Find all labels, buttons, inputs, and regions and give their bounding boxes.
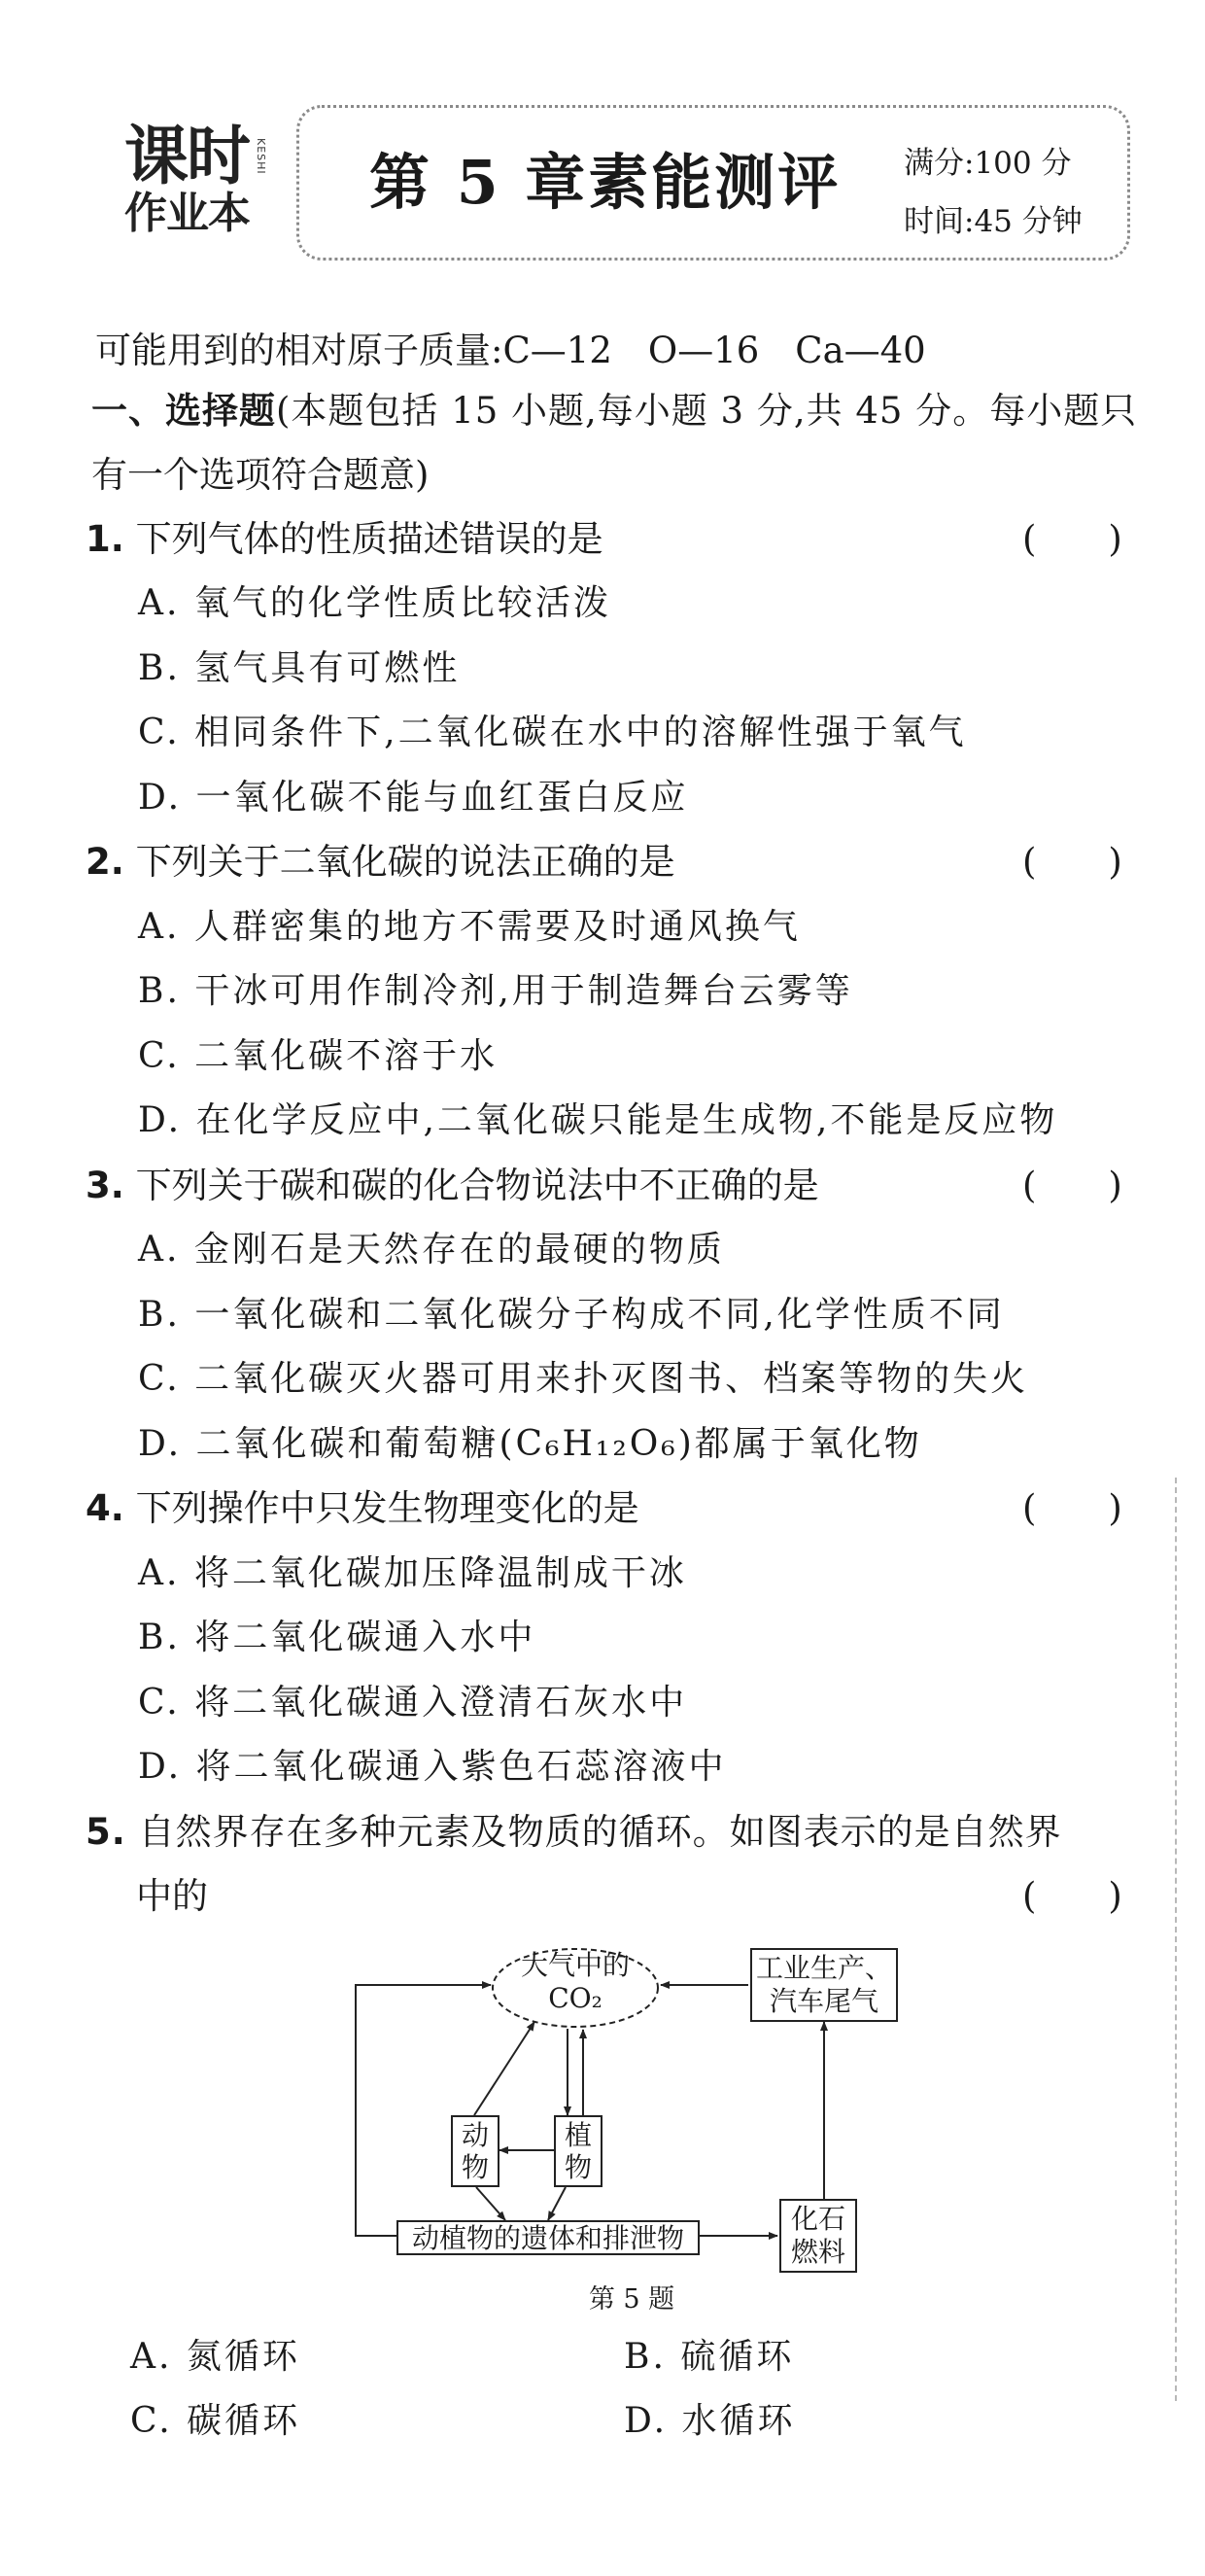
question-number: 1. (86, 518, 124, 560)
answer-bracket-2: ( ) (1022, 841, 1122, 883)
score-time-panel (904, 134, 1083, 251)
q5-option-d: D. 水循环 (624, 2401, 796, 2441)
q3-option-b: B. 一氧化碳和二氧化碳分子构成不同,化学性质不同 (138, 1295, 1005, 1335)
question-text: 下列关于碳和碳的化合物说法中不正确的是 (135, 1165, 819, 1206)
q1-option-d: D. 一氧化碳不能与血红蛋白反应 (138, 778, 689, 818)
plant-label-1: 植 (564, 2119, 592, 2151)
q5-option-b: B. 硫循环 (624, 2337, 795, 2377)
answer-bracket-5: ( ) (1022, 1875, 1122, 1917)
q4-option-a: A. 将二氧化碳加压降温制成干冰 (138, 1553, 687, 1593)
industry-box (750, 1948, 898, 2022)
q1-option-c: C. 相同条件下,二氧化碳在水中的溶解性强于氧气 (138, 713, 967, 752)
arrow-animal-to-atmosphere (474, 2022, 534, 2115)
industry-label-2: 汽车尾气 (769, 1985, 878, 2017)
time-limit: 时间:45 分钟 (904, 204, 1083, 239)
question-number: 2. (86, 841, 124, 883)
fossil-label-2: 燃料 (790, 2236, 845, 2268)
question-5-stem-cont: 中的 (136, 1875, 208, 1917)
q5-option-c: C. 碳循环 (130, 2401, 301, 2441)
industry-label-1: 工业生产、 (755, 1952, 892, 1984)
q2-option-b: B. 干冰可用作制冷剂,用于制造舞台云雾等 (138, 971, 853, 1011)
q4-option-b: B. 将二氧化碳通入水中 (138, 1618, 536, 1657)
carbon-cycle-diagram (350, 1944, 913, 2275)
answer-bracket-1: ( ) (1022, 518, 1122, 560)
answer-bracket-4: ( ) (1022, 1487, 1122, 1529)
page-edge-divider (1175, 1478, 1179, 2401)
fossil-label-1: 化石 (790, 2203, 845, 2235)
question-number: 3. (86, 1165, 124, 1206)
section-desc-2: 有一个选项符合题意) (91, 454, 430, 496)
q4-option-d: D. 将二氧化碳通入紫色石蕊溶液中 (138, 1747, 727, 1787)
q2-option-a: A. 人群密集的地方不需要及时通风换气 (138, 907, 801, 947)
atmosphere-label-2: CO₂ (548, 1982, 602, 2014)
q3-option-d: D. 二氧化碳和葡萄糖(C₆H₁₂O₆)都属于氧化物 (138, 1424, 922, 1464)
q5-option-a: A. 氮循环 (130, 2337, 300, 2377)
brand-logo (124, 119, 270, 251)
arrow-remains-to-atmosphere (356, 1985, 491, 2236)
page-title: 第 5 章素能测评 (369, 147, 842, 218)
logo-pinyin: KESHI (255, 138, 267, 175)
figure-caption: 第 5 题 (588, 2284, 675, 2315)
question-1-stem (86, 515, 603, 564)
atomic-mass-note: 可能用到的相对原子质量:C—12 O—16 Ca—40 (95, 330, 926, 371)
q3-option-c: C. 二氧化碳灭火器可用来扑灭图书、档案等物的失火 (138, 1359, 1029, 1399)
section-heading: 一、选择题 (91, 390, 276, 432)
question-3-stem (86, 1162, 819, 1210)
fossil-fuel-box (779, 2199, 857, 2273)
plant-box (554, 2115, 602, 2187)
q4-option-c: C. 将二氧化碳通入澄清石灰水中 (138, 1683, 688, 1723)
animal-label-1: 动 (461, 2119, 489, 2151)
arrow-animal-to-remains (476, 2187, 505, 2220)
animal-label-2: 物 (461, 2151, 489, 2183)
arrow-plant-to-remains (548, 2187, 566, 2220)
q3-option-a: A. 金刚石是天然存在的最硬的物质 (138, 1230, 725, 1270)
question-5-stem (86, 1808, 1062, 1857)
question-text: 下列气体的性质描述错误的是 (135, 518, 603, 560)
animal-box (451, 2115, 499, 2187)
atmosphere-label-1: 大气中的 (520, 1949, 630, 1981)
full-score: 满分:100 分 (904, 146, 1072, 181)
remains-label: 动植物的遗体和排泄物 (411, 2222, 684, 2254)
question-2-stem (86, 838, 675, 887)
question-text: 下列操作中只发生物理变化的是 (135, 1487, 639, 1529)
q1-option-a: A. 氧气的化学性质比较活泼 (138, 583, 611, 623)
question-text: 自然界存在多种元素及物质的循环。如图表示的是自然界 (138, 1811, 1062, 1853)
q1-option-b: B. 氢气具有可燃性 (138, 648, 461, 688)
atmosphere-co2-label (507, 1949, 643, 2015)
remains-box (396, 2220, 700, 2255)
plant-label-2: 物 (564, 2151, 592, 2183)
question-4-stem (86, 1484, 639, 1533)
logo-bottom-text: 作业本 (124, 189, 250, 238)
question-text: 下列关于二氧化碳的说法正确的是 (135, 841, 675, 883)
answer-bracket-3: ( ) (1022, 1165, 1122, 1206)
question-number: 4. (86, 1487, 124, 1529)
section-desc-1: (本题包括 15 小题,每小题 3 分,共 45 分。每小题只 (276, 390, 1138, 432)
q2-option-c: C. 二氧化碳不溶于水 (138, 1036, 499, 1076)
question-number: 5. (86, 1811, 126, 1853)
q2-option-d: D. 在化学反应中,二氧化碳只能是生成物,不能是反应物 (138, 1100, 1058, 1140)
logo-top-text: 课时 (124, 119, 249, 193)
section-heading-line (91, 387, 1137, 435)
